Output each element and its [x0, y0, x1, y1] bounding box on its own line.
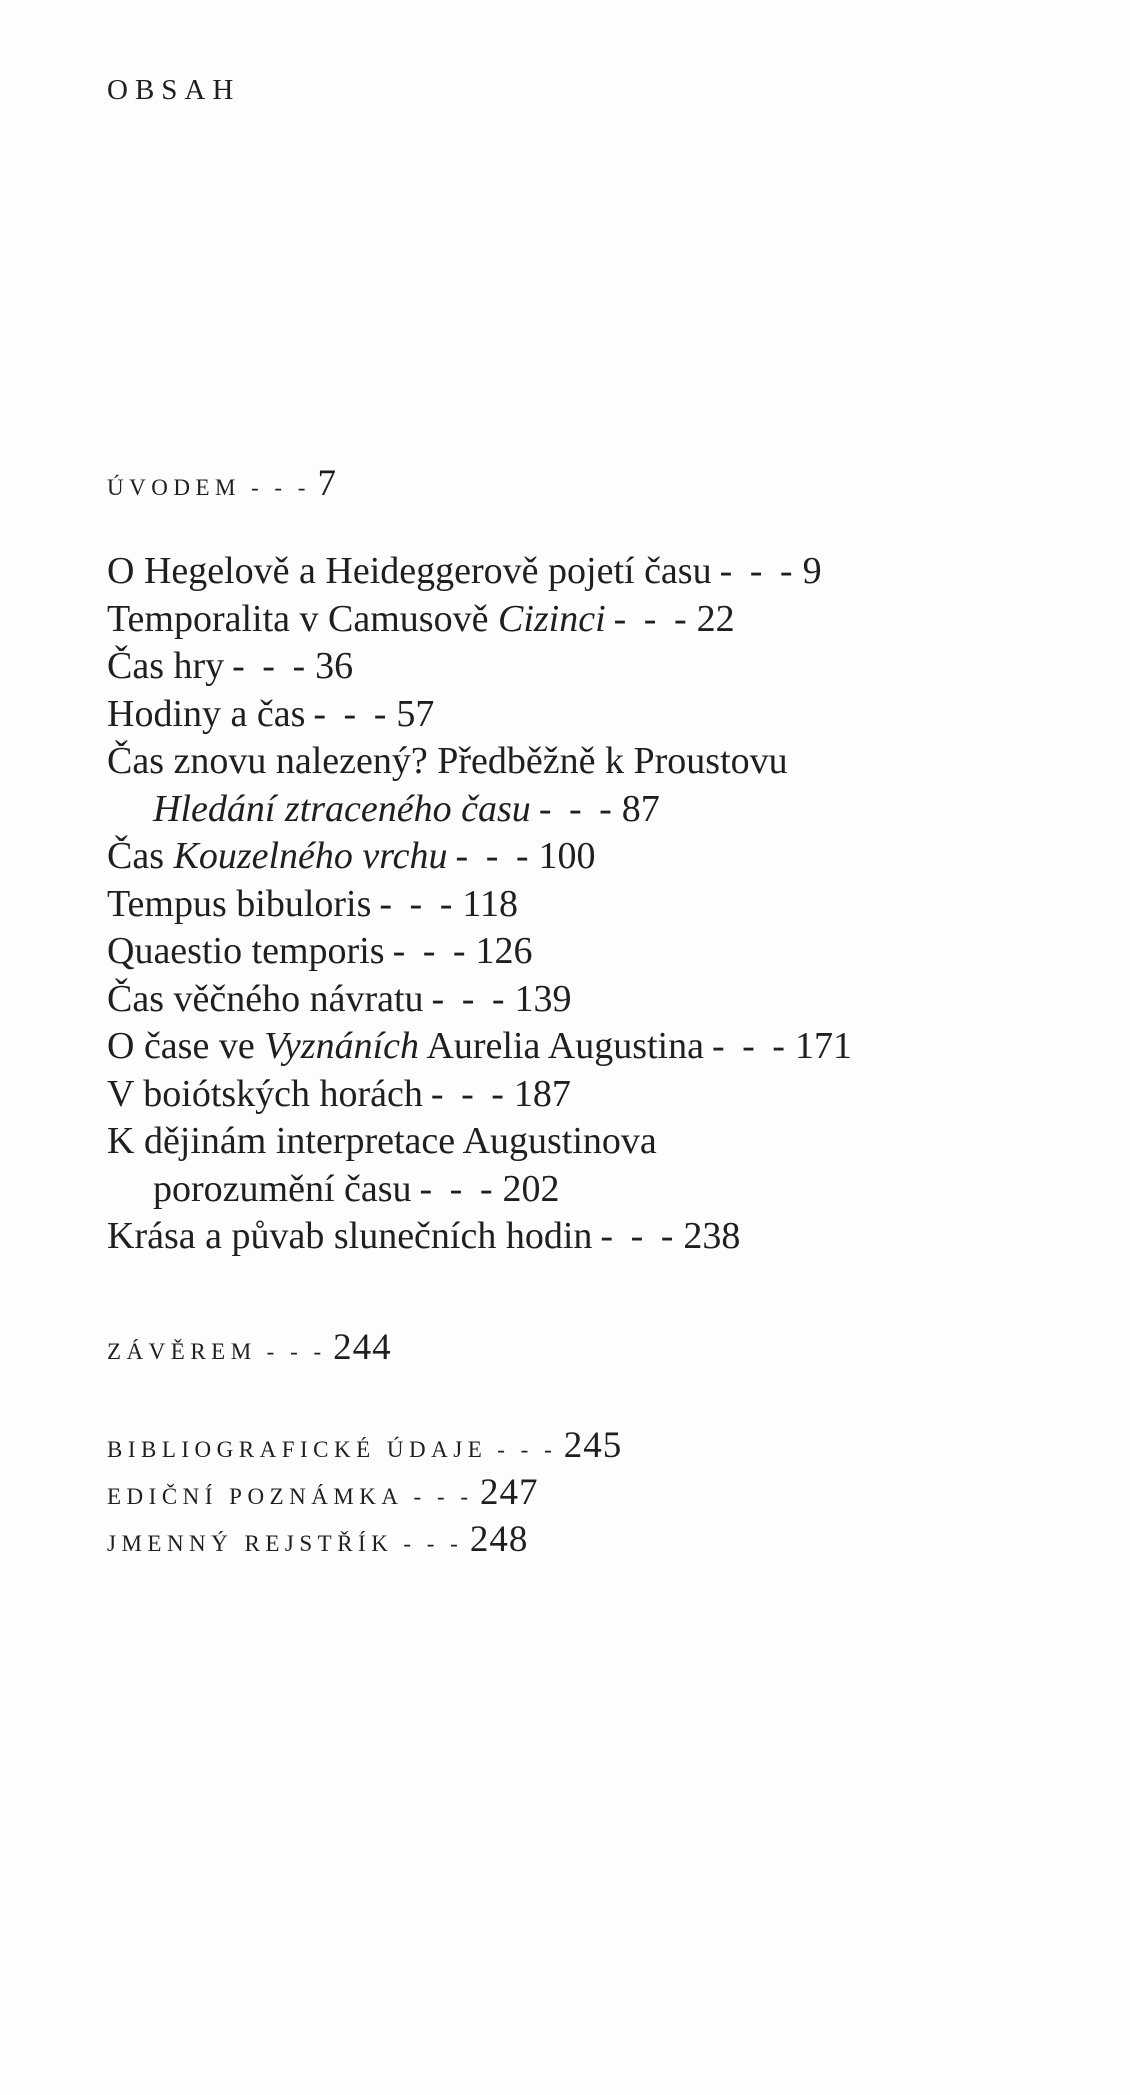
toc-entry: O Hegelově a Heideggerově pojetí času - - - 9 [107, 550, 822, 592]
page-number: 100 [538, 835, 596, 877]
toc-entry-continuation: porozumění času - - - 202 [153, 1167, 560, 1210]
leader: - - - [497, 1437, 557, 1462]
page-number: 247 [480, 1472, 539, 1513]
leader: - - - [413, 1484, 474, 1509]
toc-entry: O čase ve Vyznáních Aurelia Augustina - - - 171 [107, 1025, 852, 1067]
page-number: 202 [502, 1167, 560, 1210]
page-number: 87 [621, 787, 660, 830]
toc-appendix-item: BIBLIOGRAFICKÉ ÚDAJE - - - 245 [107, 1425, 623, 1466]
toc-entry: Čas věčného návratu - - - 139 [107, 977, 572, 1020]
page-number: 187 [513, 1072, 571, 1115]
toc-conclusion [107, 1326, 392, 1369]
page-number: 139 [514, 977, 572, 1020]
page-number: 248 [469, 1519, 529, 1560]
toc-entry: Čas znovu nalezený? Předběžně k Proustovu [107, 740, 788, 782]
page-number: 118 [462, 882, 518, 925]
page-number: 22 [696, 597, 735, 640]
toc-list [107, 548, 1067, 1261]
toc-entry: Tempus bibuloris - - - 118 [107, 882, 518, 925]
toc-entry: Quaestio temporis - - - 126 [107, 930, 533, 972]
page-number: 245 [563, 1425, 623, 1466]
conclusion-label: ZÁVĚREM [107, 1339, 257, 1364]
leader: - - - [250, 475, 311, 500]
page-number: 36 [315, 645, 354, 687]
page-number: 171 [794, 1025, 852, 1067]
toc-entry: Čas Kouzelného vrchu - - - 100 [107, 835, 596, 877]
toc-entry: Hodiny a čas - - - 57 [107, 692, 435, 735]
toc-entry: Čas hry - - - 36 [107, 645, 354, 687]
leader: - - - [403, 1531, 463, 1556]
conclusion-page: 244 [333, 1327, 392, 1368]
toc-entry: K dějinám interpretace Augustinova [107, 1120, 657, 1162]
page-number: 9 [802, 550, 822, 592]
toc-appendix-item: EDIČNÍ POZNÁMKA - - - 247 [107, 1472, 539, 1513]
intro-label: ÚVODEM [107, 475, 241, 500]
page-number: 238 [683, 1215, 741, 1257]
toc-entry: Krása a půvab slunečních hodin - - - 238 [107, 1215, 741, 1257]
page-title: OBSAH [107, 74, 241, 106]
toc-entry: V boiótských horách - - - 187 [107, 1072, 571, 1115]
intro-page: 7 [317, 463, 337, 504]
leader: - - - [266, 1339, 327, 1364]
toc-appendix-item: JMENNÝ REJSTŘÍK - - - 248 [107, 1519, 529, 1560]
page-number: 57 [396, 692, 435, 735]
page-number: 126 [475, 930, 533, 972]
toc-intro [107, 462, 337, 505]
toc-entry: Temporalita v Camusově Cizinci - - - 22 [107, 597, 735, 640]
toc-entry-continuation: Hledání ztraceného času - - - 87 [153, 787, 660, 830]
